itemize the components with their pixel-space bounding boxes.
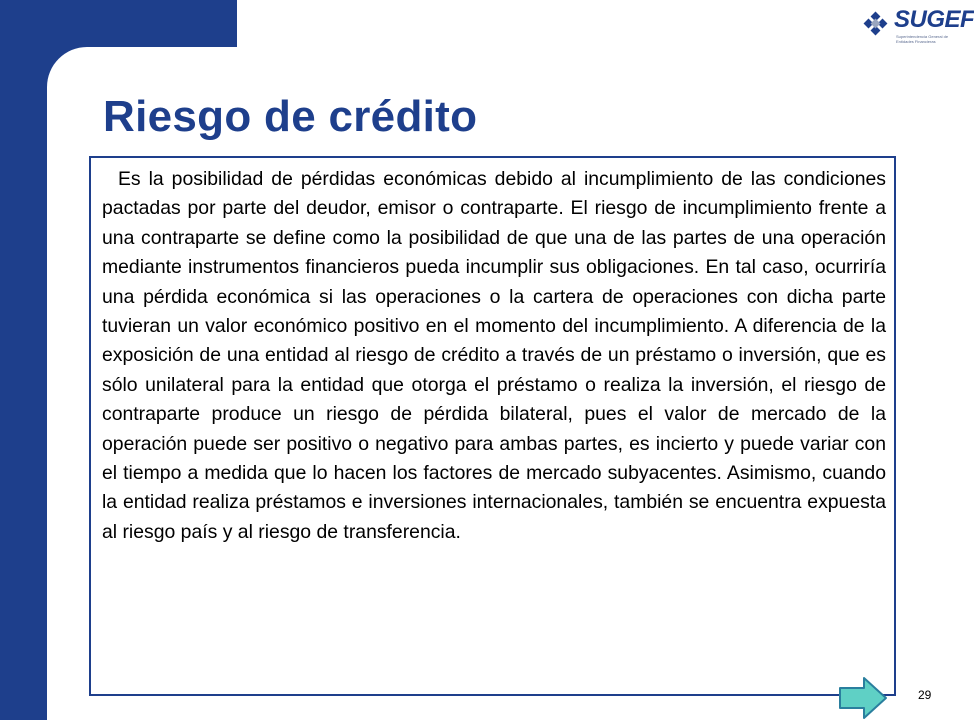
logo-subtitle: Superintendencia General de Entidades Financieras <box>896 34 949 44</box>
corner-curve <box>47 47 87 87</box>
logo-wordmark: SUGEF <box>894 6 974 33</box>
page-number: 29 <box>918 688 932 702</box>
page-title: Riesgo de crédito <box>103 92 478 141</box>
left-band <box>0 0 47 720</box>
arrow-right-icon[interactable] <box>838 676 888 720</box>
body-paragraph: Es la posibilidad de pérdidas económicas debido al incumplimiento de las condiciones pactadas por parte del deudor, emisor o contraparte. El riesgo de incumplimiento frente a una contraparte se define como la posibilidad de que una de las partes de una operación mediante instrumentos financieros pueda incumplir sus obligaciones. En tal caso, ocurriría una pérdida económica si las operaciones o la cartera de operaciones con dicha parte tuvieran un valor económico positivo en el momento del incumplimiento. A diferencia de la exposición de una entidad al riesgo de crédito a través de un préstamo o inversión, que es sólo unilateral para la entidad que otorga el préstamo o realiza la inversión, el riesgo de contraparte produce un riesgo de pérdida bilateral, pues el valor de mercado de la operación puede ser positivo o negativo para ambas partes, es incierto y puede variar con el tiempo a medida que lo hacen los factores de mercado subyacentes. Asimismo, cuando la entidad realiza préstamos e inversiones internacionales, también se encuentra expuesta al riesgo país y al riesgo de transferencia. <box>102 168 886 543</box>
